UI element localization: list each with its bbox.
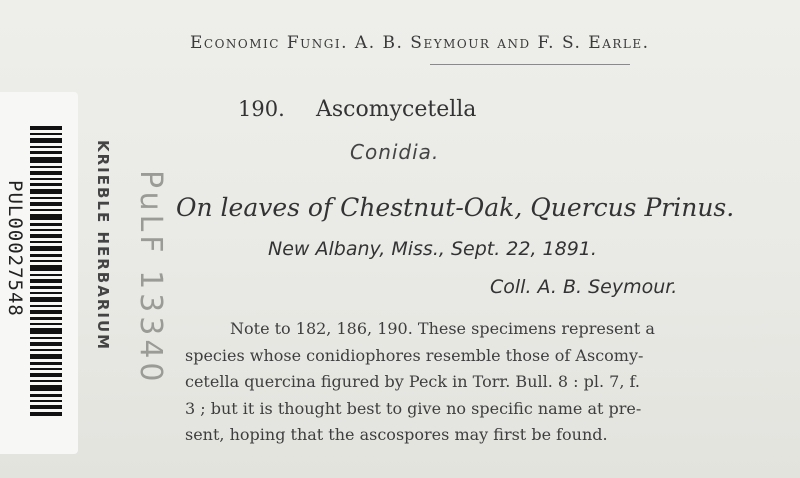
barcode-id: PUL00027548 [4, 180, 26, 317]
herbarium-name: KRIEBLE HERBARIUM [94, 140, 112, 352]
barcode-icon [30, 126, 62, 416]
note-line: cetella quercina figured by Peck in Torr. Bull. 8 : pl. 7, f. [185, 372, 640, 391]
header-divider [430, 64, 630, 65]
note-line: sent, hoping that the ascospores may first be found. [185, 425, 608, 444]
specimen-number: 190. [238, 97, 285, 121]
handwritten-accession: PuLF 13340 [133, 170, 168, 386]
barcode-sticker [0, 92, 112, 454]
series-header: Economic Fungi. A. B. Seymour and F. S. Earle. [190, 33, 650, 53]
note-line: species whose conidiophores resemble those of Ascomy- [185, 345, 644, 365]
note-paragraph [185, 316, 787, 449]
note-line: Note to 182, 186, 190. These specimens represent a [230, 319, 655, 338]
note-line: 3 ; but it is thought best to give no specific name at pre- [185, 398, 642, 418]
genus-name: Ascomycetella [316, 97, 477, 122]
stage-label: Conidia. [350, 140, 440, 164]
locality-line: New Albany, Miss., Sept. 22, 1891. [268, 238, 597, 260]
collector-line: Coll. A. B. Seymour. [490, 276, 678, 298]
host-line: On leaves of Chestnut-Oak, Quercus Prinus. [176, 193, 735, 222]
